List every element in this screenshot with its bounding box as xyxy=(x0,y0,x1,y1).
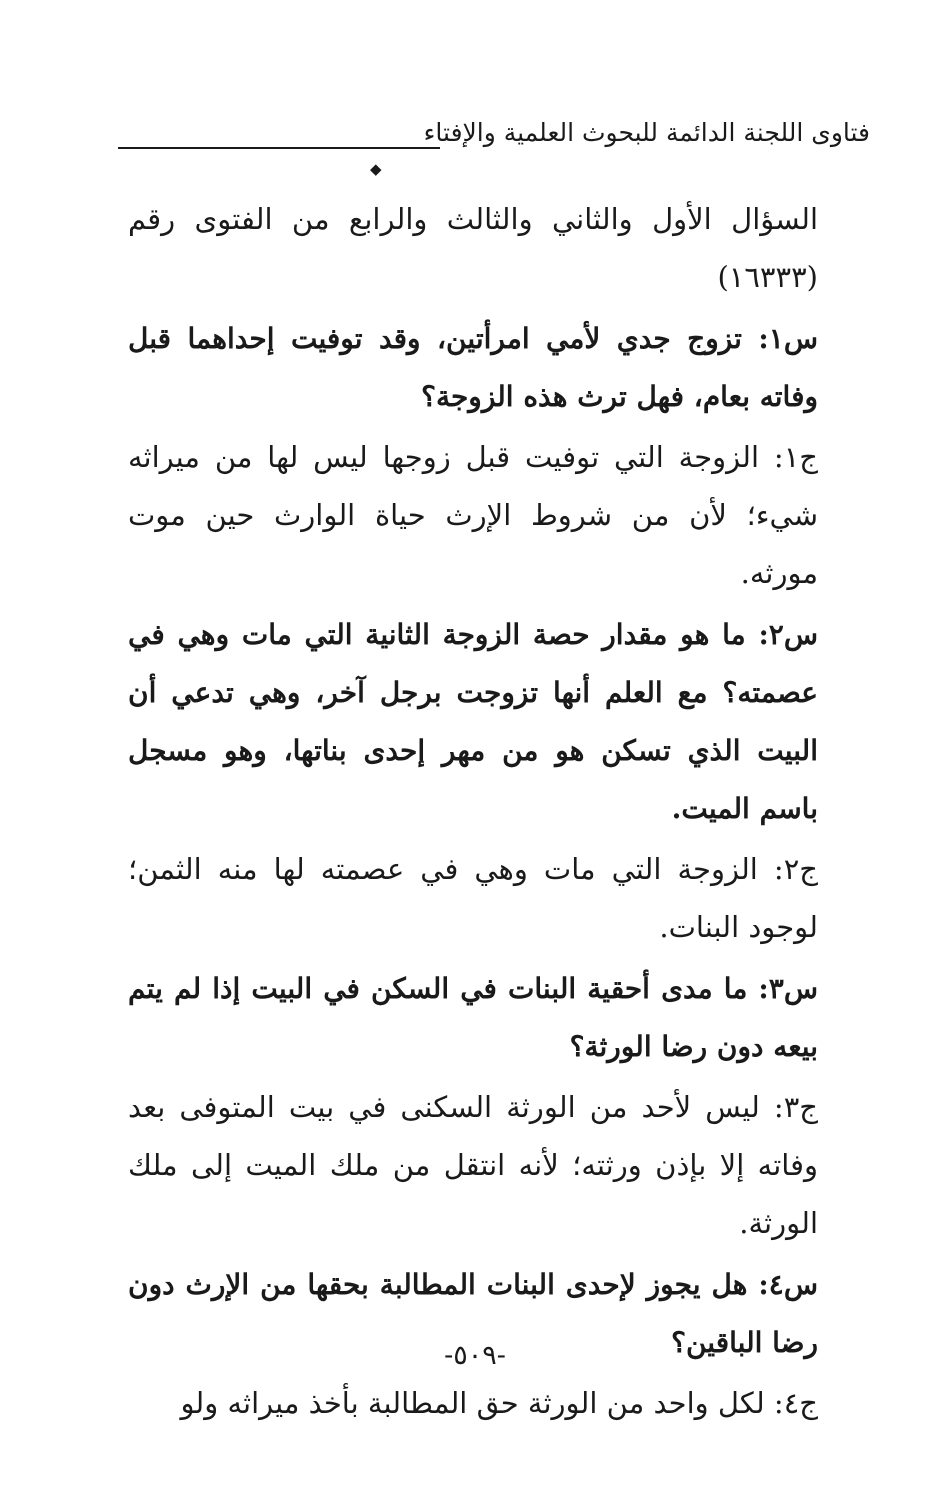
question-text: ما هو مقدار حصة الزوجة الثانية التي مات وهي في عصمته؟ مع العلم أنها تزوجت برجل آخر، وهي تدعي أن البيت الذي تسكن هو من مهر إحدى بناتها، وهو مسجل باسم الميت. xyxy=(128,618,818,825)
answer-3 xyxy=(128,1078,818,1252)
question-label: س٣: xyxy=(758,972,818,1005)
answer-text: لكل واحد من الورثة حق المطالبة بأخذ ميراثه ولو xyxy=(180,1386,765,1420)
question-label: س٤: xyxy=(758,1268,818,1301)
answer-text: الزوجة التي مات وهي في عصمته لها منه الثمن؛ لوجود البنات. xyxy=(128,852,818,944)
header-rule xyxy=(118,147,440,149)
answer-label: ج٣: xyxy=(773,1090,819,1124)
fatwa-content xyxy=(128,190,818,1436)
answer-4 xyxy=(128,1374,818,1432)
answer-label: ج٤: xyxy=(773,1386,818,1420)
answer-text: الزوجة التي توفيت قبل زوجها ليس لها من ميراثه شيء؛ لأن من شروط الإرث حياة الوارث حين موت مورثه. xyxy=(128,440,818,590)
answer-label: ج٢: xyxy=(773,852,819,886)
question-1 xyxy=(128,310,818,426)
question-label: س١: xyxy=(758,322,818,355)
page-number: -٥٠٩- xyxy=(444,1340,506,1371)
question-text: تزوج جدي لأمي امرأتين، وقد توفيت إحداهما قبل وفاته بعام، فهل ترث هذه الزوجة؟ xyxy=(128,322,818,413)
question-3 xyxy=(128,960,818,1076)
header-title: فتاوى اللجنة الدائمة للبحوث العلمية والإفتاء xyxy=(423,118,870,147)
answer-text: ليس لأحد من الورثة السكنى في بيت المتوفى بعد وفاته إلا بإذن ورثته؛ لأنه انتقل من ملك الميت إلى ملك الورثة. xyxy=(128,1090,818,1240)
answer-label: ج١: xyxy=(773,440,818,474)
question-text: هل يجوز لإحدى البنات المطالبة بحقها من الإرث دون رضا الباقين؟ xyxy=(128,1268,818,1359)
ornament-mark: ◆ xyxy=(370,160,382,178)
question-2 xyxy=(128,606,818,838)
running-header xyxy=(118,118,870,158)
question-label: س٢: xyxy=(758,618,819,651)
fatwa-intro: السؤال الأول والثاني والثالث والرابع من الفتوى رقم (١٦٣٣٣) xyxy=(128,202,818,294)
answer-2 xyxy=(128,840,818,956)
answer-1 xyxy=(128,428,818,602)
question-text: ما مدى أحقية البنات في السكن في البيت إذا لم يتم بيعه دون رضا الورثة؟ xyxy=(128,972,818,1063)
